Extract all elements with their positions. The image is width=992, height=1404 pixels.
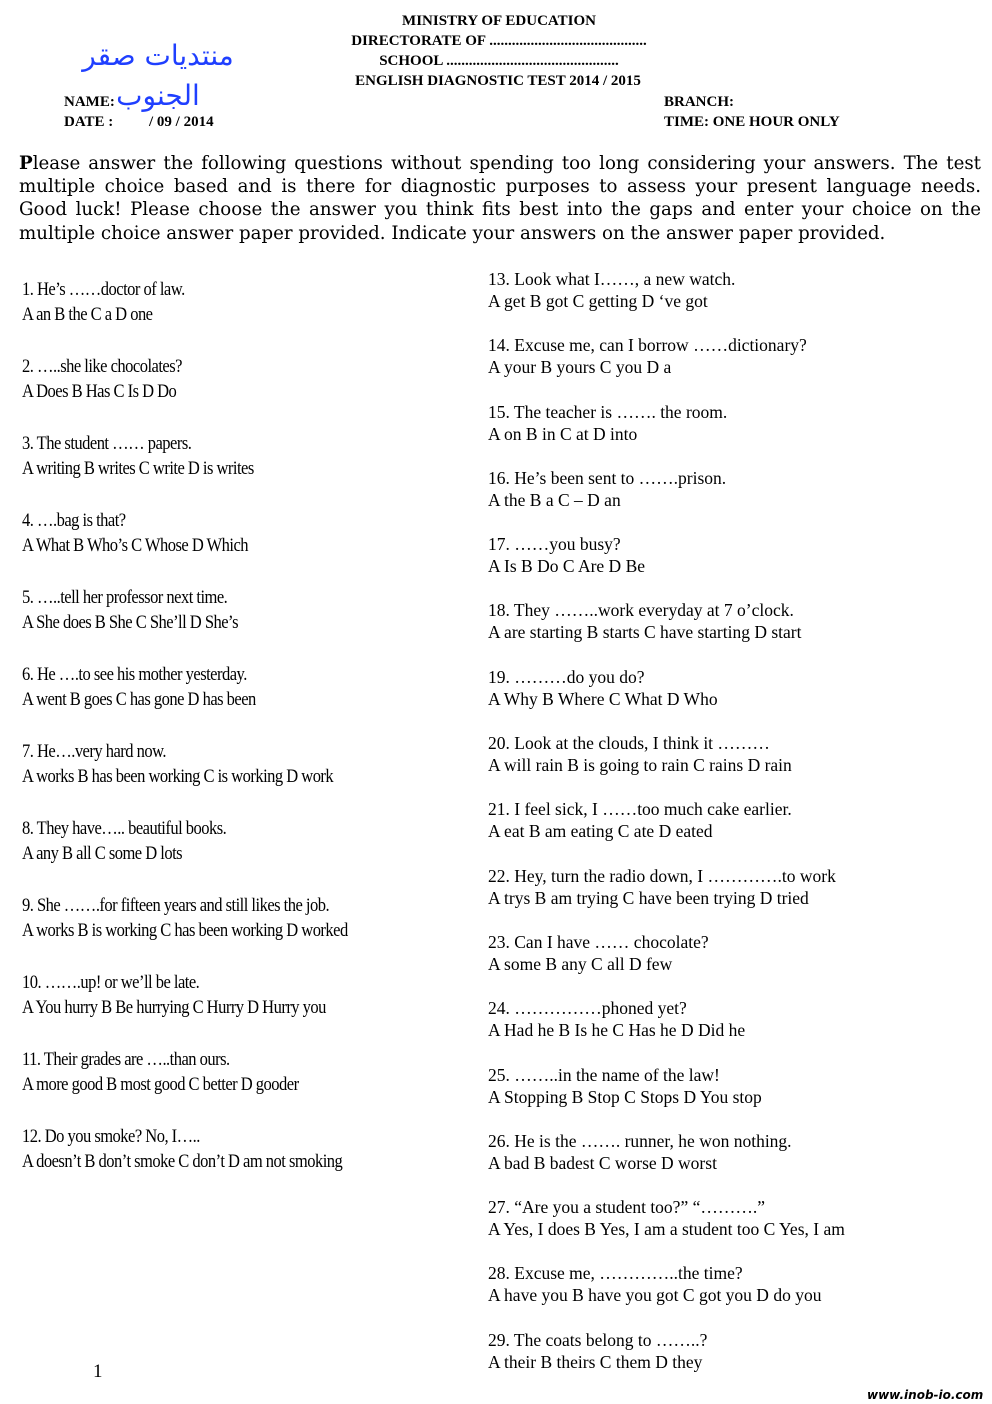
question-options: A went B goes C has gone D has been: [22, 689, 256, 710]
question-10: [22, 970, 472, 1047]
date-label: DATE :: [64, 114, 114, 130]
question-2: [22, 354, 472, 431]
question-options: A the B a C – D an: [488, 489, 621, 510]
forum-logo-text: منتديات صقر الجنوب: [82, 39, 234, 112]
time-label: TIME: ONE HOUR ONLY: [664, 114, 840, 130]
question-text: 15. The teacher is ……. the room.: [488, 401, 728, 422]
question-text: 16. He’s been sent to …….prison.: [488, 467, 727, 488]
question-29: [488, 1329, 978, 1395]
question-13: [488, 268, 978, 334]
name-label: NAME:: [64, 94, 115, 110]
question-text: 17. ……you busy?: [488, 534, 621, 555]
question-text: 3. The student …… papers.: [22, 433, 192, 454]
question-text: 27. “Are you a student too?” “……….”: [488, 1197, 766, 1218]
question-options: A will rain B is going to rain C rains D rain: [488, 755, 792, 776]
question-9: [22, 893, 472, 970]
question-1: [22, 277, 472, 354]
question-options: A What B Who’s C Whose D Which: [22, 535, 249, 556]
question-text: 6. He ….to see his mother yesterday.: [22, 664, 247, 685]
question-26: [488, 1130, 978, 1196]
question-options: A are starting B starts C have starting D start: [488, 622, 802, 643]
question-options: A get B got C getting D ‘ve got: [488, 291, 708, 311]
ministry-heading: MINISTRY OF EDUCATION: [402, 13, 596, 29]
question-options: A bad B badest C worse D worst: [488, 1152, 717, 1173]
branch-label: BRANCH:: [664, 94, 734, 110]
question-5: [22, 585, 472, 662]
question-options: A any B all C some D lots: [22, 843, 183, 864]
questions-right-column: [488, 268, 978, 1395]
question-3: [22, 431, 472, 508]
question-options: A Does B Has C Is D Do: [22, 381, 177, 402]
question-options: A Yes, I does B Yes, I am a student too C Yes, I am: [488, 1219, 845, 1240]
question-text: 2. …..she like chocolates?: [22, 356, 182, 377]
question-17: [488, 533, 978, 599]
question-options: A Stopping B Stop C Stops D You stop: [488, 1086, 762, 1107]
question-options: A an B the C a D one: [22, 304, 153, 325]
question-text: 12. Do you smoke? No, I…..: [22, 1126, 200, 1147]
question-12: [22, 1124, 472, 1201]
question-22: [488, 865, 978, 931]
question-options: A your B yours C you D a: [488, 357, 672, 378]
question-text: 7. He….very hard now.: [22, 741, 167, 762]
question-text: 1. He’s ……doctor of law.: [22, 279, 185, 300]
question-text: 19. ………do you do?: [488, 666, 645, 687]
question-text: 25. ……..in the name of the law!: [488, 1064, 720, 1085]
question-options: A eat B am eating C ate D eated: [488, 821, 713, 842]
question-8: [22, 816, 472, 893]
question-text: 24. ……………phoned yet?: [488, 998, 687, 1019]
question-4: [22, 508, 472, 585]
question-text: 29. The coats belong to ……..?: [488, 1329, 708, 1350]
directorate-line: DIRECTORATE OF ..........................................: [351, 33, 647, 49]
question-text: 8. They have….. beautiful books.: [22, 818, 227, 839]
instructions-text: lease answer the following questions without spending too long considering your answers. The test multiple choice based and is there for diagnostic purposes to assess your present language needs. Good luck! Please choose the answer you think fits best into the gaps and enter your choice on the multiple choice answer paper provided. Indicate your answers on the answer paper provided.: [19, 153, 981, 244]
question-options: A works B has been working C is working D work: [22, 766, 334, 787]
page-number: 1: [93, 1361, 103, 1382]
question-21: [488, 798, 978, 864]
question-text: 20. Look at the clouds, I think it ………: [488, 733, 770, 754]
question-options: A She does B She C She’ll D She’s: [22, 612, 239, 633]
question-text: 4. ….bag is that?: [22, 510, 126, 531]
question-7: [22, 739, 472, 816]
question-27: [488, 1196, 978, 1262]
question-20: [488, 732, 978, 798]
question-options: A Is B Do C Are D Be: [488, 556, 646, 577]
question-options: A more good B most good C better D gooder: [22, 1074, 299, 1095]
test-title: ENGLISH DIAGNOSTIC TEST 2014 / 2015: [355, 73, 641, 89]
question-options: A trys B am trying C have been trying D tried: [488, 887, 809, 908]
instructions-paragraph: [19, 152, 981, 245]
question-options: A writing B writes C write D is writes: [22, 458, 254, 479]
question-text: 10. …….up! or we’ll be late.: [22, 972, 200, 993]
question-options: A You hurry B Be hurrying C Hurry D Hurry you: [22, 997, 326, 1018]
school-line: SCHOOL ..............................................: [379, 53, 619, 69]
question-18: [488, 599, 978, 665]
question-19: [488, 666, 978, 732]
question-text: 11. Their grades are …..than ours.: [22, 1049, 230, 1070]
question-options: A Had he B Is he C Has he D Did he: [488, 1020, 746, 1041]
question-text: 9. She …….for fifteen years and still likes the job.: [22, 895, 330, 916]
question-23: [488, 931, 978, 997]
date-value: / 09 / 2014: [149, 114, 214, 130]
question-16: [488, 467, 978, 533]
question-text: 22. Hey, turn the radio down, I ………….to work: [488, 865, 836, 886]
question-24: [488, 997, 978, 1063]
question-text: 5. …..tell her professor next time.: [22, 587, 228, 608]
question-6: [22, 662, 472, 739]
question-text: 26. He is the ……. runner, he won nothing.: [488, 1130, 792, 1151]
question-options: A their B theirs C them D they: [488, 1351, 703, 1372]
question-text: 18. They ……..work everyday at 7 o’clock.: [488, 600, 794, 621]
question-11: [22, 1047, 472, 1124]
question-25: [488, 1064, 978, 1130]
question-options: A doesn’t B don’t smoke C don’t D am not smoking: [22, 1151, 343, 1172]
question-options: A on B in C at D into: [488, 423, 638, 444]
question-text: 28. Excuse me, …………..the time?: [488, 1263, 743, 1284]
question-options: A have you B have you got C got you D do you: [488, 1285, 822, 1306]
website-watermark: www.inob-io.com: [867, 1388, 984, 1402]
question-text: 14. Excuse me, can I borrow ……dictionary?: [488, 335, 807, 356]
question-15: [488, 401, 978, 467]
instructions-first-letter: P: [19, 153, 33, 174]
question-options: A some B any C all D few: [488, 953, 673, 974]
questions-left-column: [22, 277, 472, 1201]
question-text: 13. Look what I……, a new watch.: [488, 269, 736, 289]
question-14: [488, 334, 978, 400]
question-28: [488, 1262, 978, 1328]
question-text: 21. I feel sick, I ……too much cake earlier.: [488, 799, 792, 820]
question-options: A works B is working C has been working D worked: [22, 920, 348, 941]
question-options: A Why B Where C What D Who: [488, 688, 718, 709]
question-text: 23. Can I have …… chocolate?: [488, 931, 709, 952]
